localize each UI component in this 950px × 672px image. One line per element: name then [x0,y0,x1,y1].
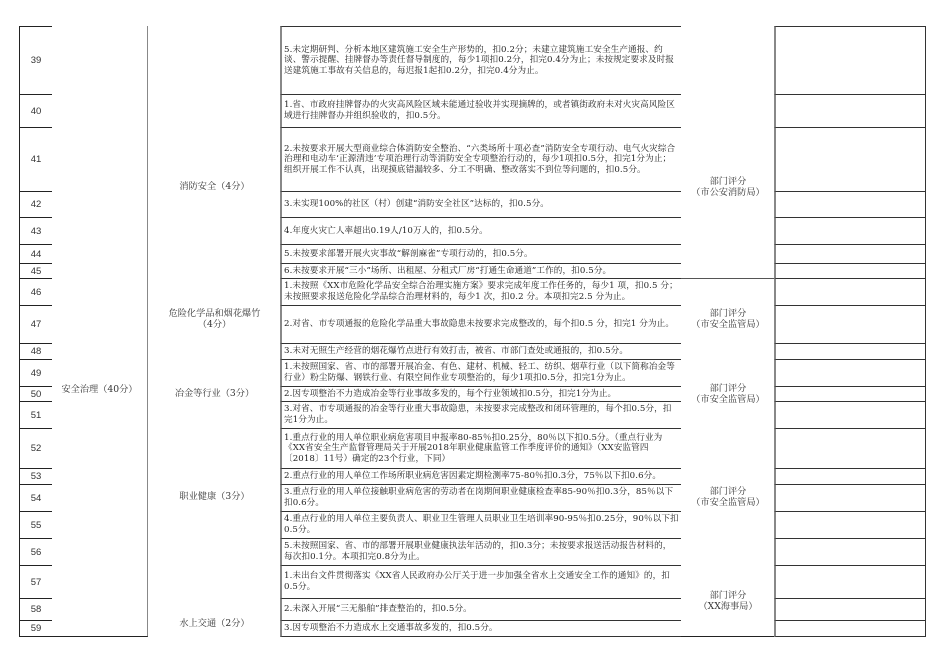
row-number: 51 [19,401,53,429]
score-cell[interactable] [774,244,926,264]
row-number: 44 [19,244,53,264]
method-cell-hazchem [681,278,775,360]
criteria-cell: 3.对省、市专项通报的冶金等行业重大事故隐患，未按要求完成整改和闭环管理的，每个扣0.5分，扣完1分为止。 [280,401,682,429]
method-line2: （市安全监管局） [691,393,765,405]
method-cell-water [681,565,775,637]
criteria-cell: 2.未按要求开展大型商业综合体消防安全整治、“六类场所十项必查”消防安全专项行动、电气火灾综合治理和电动车‘正源清违’专项治理行动等消防安全专项整治行动的，每少1项扣0.5分，扣完1分为止；组织开展工作不认真，出现摸底错漏较多、分工不明确、整改落实不到位等问题的，扣0.5分。 [280,127,682,192]
method-line1: 部门评分 [709,308,747,319]
criteria-cell: 2.重点行业的用人单位工作场所职业病危害因素定期检测率75-80％扣0.3分，75％以下扣0.6分。 [280,468,682,485]
score-cell[interactable] [774,26,926,95]
method-line1: 部门评分 [709,485,747,497]
row-number: 45 [19,263,53,279]
method-line1: 部门评分 [709,589,747,601]
subcategory-cell-fire-safety [148,94,281,279]
score-cell[interactable] [774,127,926,192]
criteria-cell: 3.未对无照生产经营的烟花爆竹点进行有效打击，被省、市部门查处或通报的，扣0.5分。 [280,343,682,360]
criteria-cell: 1.未按照《XX市危险化学品安全综合治理实施方案》要求完成年度工作任务的，每少1 项，扣0.5 分；未按照要求报送危险化学品综合治理材料的，每少1 次，扣0.2 分。本项扣完2.5 分为止。 [280,278,682,306]
method-cell-metallurgy [681,359,775,429]
subcategory-cell-metallurgy [148,359,281,429]
row-number: 57 [19,565,53,599]
score-cell[interactable] [774,468,926,485]
score-cell[interactable] [774,359,926,387]
criteria-cell: 3.因专项整治不力造成水上交通事故多发的，扣0.5分。 [280,620,682,637]
criteria-cell: 1.未按照国家、省、市的部署开展冶金、有色、建材、机械、轻工、纺织、烟草行业（以下简称冶金等行业）粉尘防爆、钢铁行业、有限空间作业专项整治的，每少1项扣0.5分，扣完1分为止。 [280,359,682,387]
score-cell[interactable] [774,538,926,566]
subcategory-label: 职业健康（3分） [179,491,250,502]
criteria-cell: 5.未按要求部署开展火灾事故“解剖麻雀”专项行动的，扣0.5分。 [280,244,682,264]
subcategory-cell-water-transport [148,565,281,637]
subcategory-label: 消防安全（4分） [179,180,250,192]
criteria-cell: 4.重点行业的用人单位主要负责人、职业卫生管理人员职业卫生培训率90-95％扣0.25分，90％以下扣0.5分。 [280,511,682,539]
row-number: 56 [19,538,53,566]
row-number: 49 [19,359,53,387]
score-cell[interactable] [774,263,926,279]
score-cell[interactable] [774,484,926,512]
method-line2: （XX海事局） [698,600,758,612]
score-cell[interactable] [774,511,926,539]
criteria-cell: 1.省、市政府挂牌督办的火灾高风险区域未能通过验收并实现摘牌的，或者镇街政府未对火灾高风险区域进行挂牌督办并组织验收的，扣0.5分。 [280,94,682,128]
criteria-cell: 2.对省、市专项通报的危险化学品重大事故隐患未按要求完成整改的，每个扣0.5 分，扣完1 分为止。 [280,305,682,344]
score-cell[interactable] [774,343,926,360]
criteria-cell: 3.重点行业的用人单位接触职业病危害的劳动者在岗期间职业健康检查率85-90％扣0.3分，85％以下扣0.6分。 [280,484,682,512]
subcategory-cell-hazchem [148,278,281,360]
row-number: 39 [19,26,53,95]
subcategory-label: 冶金等行业（3分） [174,388,255,399]
row-number: 48 [19,343,53,360]
criteria-cell: 2.因专项整治不力造成冶金等行业事故多发的，每个行业领域扣0.5分，扣完1分为止。 [280,386,682,402]
criteria-cell: 1.未出台文件贯彻落实《XX省人民政府办公厅关于进一步加强全省水上交通安全工作的通知》的，扣0.5分。 [280,565,682,599]
score-cell[interactable] [774,278,926,306]
score-cell[interactable] [774,620,926,637]
row-number: 50 [19,386,53,402]
subcategory-cell-blank-top [148,26,281,95]
method-line2: （市公安消防局） [691,186,765,198]
score-cell[interactable] [774,428,926,469]
criteria-cell: 4.年度火灾亡人率超出0.19人/10万人的，扣0.5分。 [280,217,682,245]
method-cell-blank-top [681,26,775,95]
criteria-cell: 3.未实现100%的社区（村）创建“消防安全社区”达标的，扣0.5分。 [280,191,682,218]
row-number: 43 [19,217,53,245]
score-cell[interactable] [774,94,926,128]
criteria-cell: 5.未定期研判、分析本地区建筑施工安全生产形势的，扣0.2分；未建立建筑施工安全生产通报、约谈、警示提醒、挂牌督办等责任督导制度的，每少1项扣0.2分，扣完0.4分为止；未按规定要求及时报送建筑施工事故有关信息的，每迟报1起扣0.2分，扣完0.4分为止。 [280,26,682,95]
row-number: 47 [19,305,53,344]
category-cell-blank-top [52,26,149,95]
method-line2: （市安全监管局） [691,496,765,508]
method-cell-occupational [681,428,775,566]
category-label: 安全治理（40分） [61,384,138,395]
score-cell[interactable] [774,401,926,429]
criteria-cell: 6.未按要求开展“三小”场所、出租屋、分租式厂房“打通生命通道”工作的，扣0.5分。 [280,263,682,279]
criteria-cell: 5.未按照国家、省、市的部署开展职业健康执法年活动的，扣0.3分；未按要求报送活动报告材料的，每次扣0.1分。本项扣完0.8分为止。 [280,538,682,566]
row-number: 42 [19,191,53,218]
subcategory-label: 水上交通（2分） [179,617,250,629]
score-cell[interactable] [774,565,926,599]
subcategory-label: 危险化学品和烟花爆竹（4分） [168,307,261,330]
method-line1: 部门评分 [709,175,747,187]
method-cell-fire [681,94,775,279]
row-number: 58 [19,598,53,621]
score-cell[interactable] [774,598,926,621]
method-line2: （市安全监管局） [691,319,765,330]
row-number: 53 [19,468,53,485]
row-number: 59 [19,620,53,637]
row-number: 52 [19,428,53,469]
score-cell[interactable] [774,386,926,402]
category-cell-safety-governance [52,94,149,566]
row-number: 55 [19,511,53,539]
row-number: 46 [19,278,53,306]
criteria-cell: 2.未深入开展“三无船舶”排查整治的，扣0.5分。 [280,598,682,621]
row-number: 41 [19,127,53,192]
row-number: 40 [19,94,53,128]
row-number: 54 [19,484,53,512]
score-cell[interactable] [774,191,926,218]
score-cell[interactable] [774,217,926,245]
method-line1: 部门评分 [709,382,747,394]
subcategory-cell-occupational-health [148,428,281,566]
score-cell[interactable] [774,305,926,344]
category-cell-blank-bottom [52,565,149,637]
criteria-cell: 1.重点行业的用人单位职业病危害项目申报率80-85％扣0.25分，80％以下扣0.5分。（重点行业为《XX省安全生产监督管理局关于开展2018年职业健康监管工作季度评价的通知》（XX安监管四〔2018〕11号）确定的23个行业，下同） [280,428,682,469]
